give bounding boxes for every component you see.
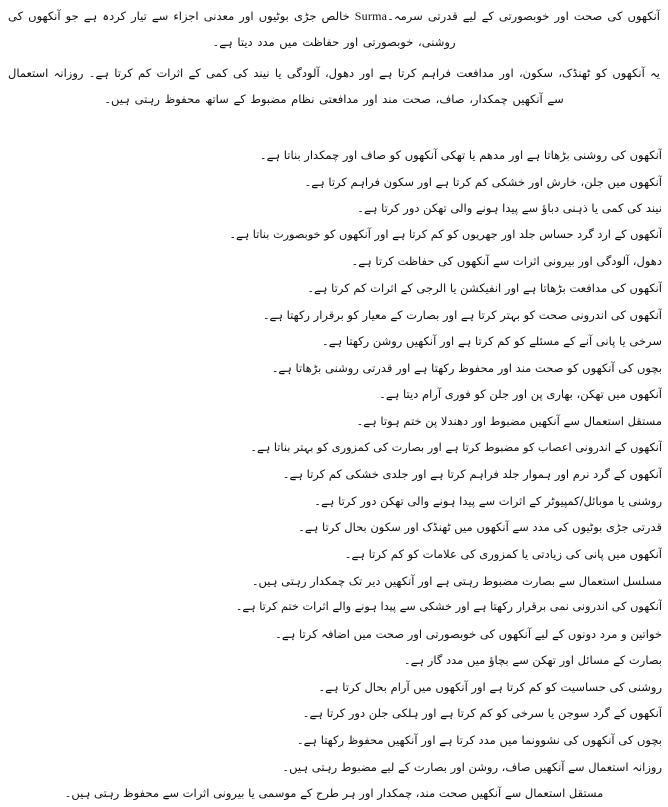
list-item: آنکھوں کی اندرونی نمی برقرار رکھتا ہے اور خشکی سے پیدا ہونے والے اثرات ختم کرتا ہے۔ [235,600,662,614]
intro-paragraph-2: یہ آنکھوں کو ٹھنڈک، سکون، اور مدافعت فراہم کرتا ہے اور دھول، آلودگی یا نیند کی کمی کے اثرات کم کرتا ہے۔ روزانہ استعمال سے آنکھیں چمکدار، صاف، صحت مند اور مدافعتی نظام مضبوط کے ساتھ محفوظ رہتی ہیں۔ [8,66,660,106]
list-item: مستقل استعمال سے آنکھیں مضبوط اور دھندلا پن ختم ہوتا ہے۔ [356,413,662,428]
closing-line: مستقل استعمال سے آنکھیں صحت مند، چمکدار اور ہر طرح کے موسمی یا بیرونی اثرات سے محفوظ رہتی ہیں۔ [64,786,604,801]
list-item: بصارت کے مسائل اور تھکن سے بچاؤ میں مدد گار ہے۔ [403,653,662,668]
list-item: روزانہ استعمال سے آنکھیں صاف، روشن اور بصارت کے لیے مضبوط رہتی ہیں۔ [282,759,662,774]
list-item: آنکھوں میں جلن، خارش اور خشکی کم کرتا ہے اور سکون فراہم کرتا ہے۔ [304,174,662,189]
list-item: قدرتی جڑی بوٹیوں کی مدد سے آنکھوں میں ٹھنڈک اور سکون بحال کرتا ہے۔ [298,520,662,535]
list-item: آنکھوں کی مدافعت بڑھاتا ہے اور انفیکشن یا الرجی کے اثرات کم کرتا ہے۔ [307,280,662,295]
list-item: بچوں کی آنکھوں کی نشوونما میں مدد کرتا ہے اور آنکھیں محفوظ رکھتا ہے۔ [296,733,662,748]
list-item: آنکھوں کے گرد سوجن یا سرخی کو کم کرتا ہے اور ہلکی جلن دور کرتا ہے۔ [302,706,662,721]
intro-text-after-brand: خالص جڑی بوٹیوں اور معدنی اجزاء سے تیار کردہ ہے جو آنکھوں کی روشنی، خوبصورتی اور حفاظت میں مدد دیتا ہے۔ [8,9,456,49]
benefits-list [6,142,662,780]
list-item: آنکھوں کے اندرونی اعصاب کو مضبوط کرتا ہے اور بصارت کی کمزوری کو بہتر بناتا ہے۔ [250,440,662,454]
list-item: بچوں کی آنکھوں کو صحت مند اور محفوظ رکھتا ہے اور قدرتی روشنی بڑھاتا ہے۔ [271,360,662,375]
list-item: آنکھوں میں پانی کی زیادتی یا کمزوری کی علامات کو کم کرتا ہے۔ [344,546,662,561]
list-item: دھول، آلودگی اور بیرونی اثرات سے آنکھوں کی حفاظت کرتا ہے۔ [351,254,662,269]
section-spacer [6,118,662,142]
list-item: آنکھوں کے گرد نرم اور ہموار جلد فراہم کرتا ہے اور جلدی خشکی کم کرتا ہے۔ [282,467,662,482]
list-item: نیند کی کمی یا ذہنی دباؤ سے پیدا ہونے والی تھکن دور کرتا ہے۔ [357,201,662,216]
list-item: آنکھوں کی روشنی بڑھاتا ہے اور مدھم یا تھکی آنکھوں کو صاف اور چمکدار بناتا ہے۔ [259,148,662,162]
list-item: آنکھوں میں تھکن، بھاری پن اور جلن کو فوری آرام دیتا ہے۔ [379,387,662,402]
list-item: سرخی یا پانی آنے کے مسئلے کو کم کرتا ہے اور آنکھیں روشن رکھتا ہے۔ [322,334,662,349]
list-item: آنکھوں کے ارد گرد حساس جلد اور جھریوں کو کم کرتا ہے اور آنکھوں کو خوبصورت بناتا ہے۔ [229,227,662,241]
list-item: خواتین و مرد دونوں کے لیے آنکھوں کی خوبصورتی اور صحت میں اضافہ کرتا ہے۔ [275,626,662,641]
intro-paragraph-1 [6,4,662,55]
brand-name: Surma [354,9,388,23]
list-item: روشنی کی حساسیت کو کم کرتا ہے اور آنکھوں میں آرام بحال کرتا ہے۔ [318,679,662,694]
list-item: روشنی یا موبائل/کمپیوٹر کے اثرات سے پیدا ہونے والی تھکن دور کرتا ہے۔ [314,493,662,508]
intro-text-before-brand: آنکھوں کی صحت اور خوبصورتی کے لیے قدرتی سرمہ۔ [387,9,660,23]
list-item: مسلسل استعمال سے بصارت مضبوط رہتی ہے اور آنکھیں دیر تک چمکدار رہتی ہیں۔ [251,573,662,588]
list-item: آنکھوں کی اندرونی صحت کو بہتر کرتا ہے اور بصارت کے معیار کو برقرار رکھتا ہے۔ [262,307,662,322]
